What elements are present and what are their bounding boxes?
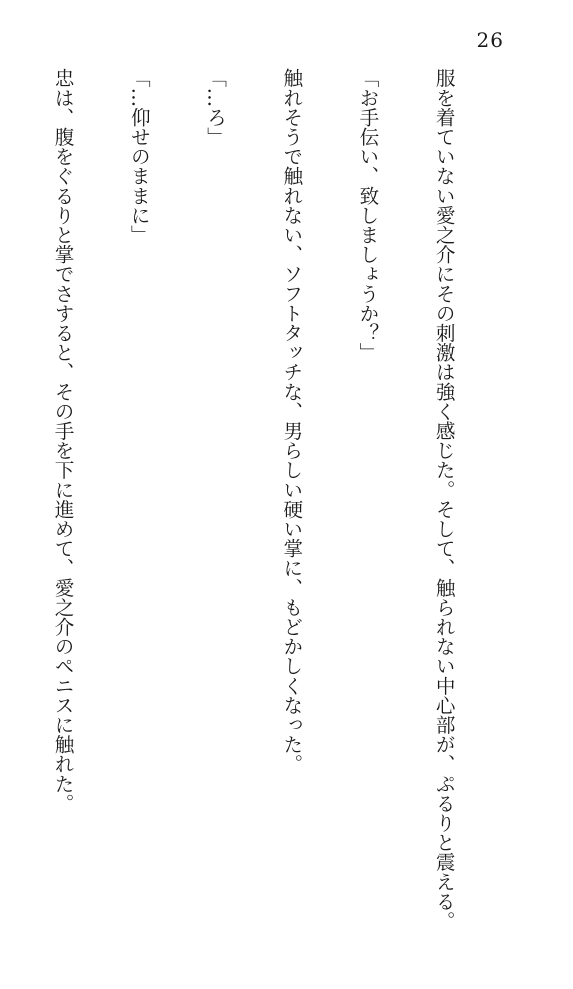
text-line: 服を着ていない愛之介にその刺激は強く感じた。そして、触られない中心部が、ぷるりと震える。 — [432, 68, 456, 931]
vertical-text-body — [0, 68, 507, 931]
text-line: 「お手伝い、致しましょうか？」 — [355, 68, 379, 362]
text-line: 「…仰せのままに」 — [127, 68, 151, 245]
text-line: 忠は、腹をぐるりと掌でさすると、その手を下に進めて、愛之介のペニスに触れた。 — [51, 68, 75, 813]
text-line: 触れそうで触れない、ソフトタッチな、男らしい硬い掌に、もどかしくなった。 — [279, 68, 303, 774]
text-line: 「…ろ」 — [203, 68, 227, 147]
page-number: 26 — [476, 28, 504, 52]
